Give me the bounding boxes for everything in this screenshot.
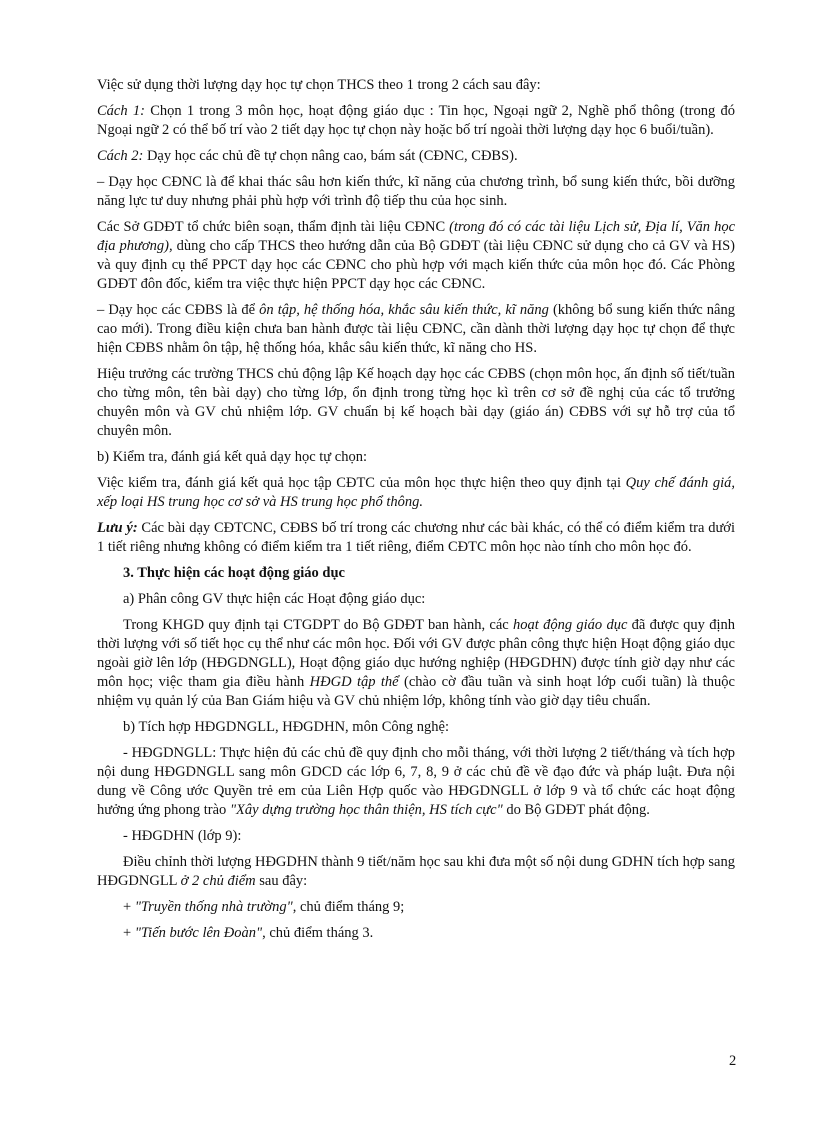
so-gddt-text-a: Các Sở GDĐT tổ chức biên soạn, thẩm định tài liệu CĐNC bbox=[97, 219, 450, 235]
paragraph-hdgdngll bbox=[97, 744, 735, 820]
list-item-tien-buoc bbox=[97, 924, 735, 943]
section-heading-3: 3. Thực hiện các hoạt động giáo dục bbox=[123, 565, 345, 581]
khgd-text-a: Trong KHGD quy định tại CTGDPT do Bộ GDĐT ban hành, các bbox=[123, 617, 513, 633]
kiem-tra-text-a: Việc kiểm tra, đánh giá kết quả học tập CĐTC của môn học thực hiện theo quy định tại bbox=[97, 475, 626, 491]
document-page bbox=[97, 76, 735, 950]
truyen-thong-title: "Truyền thống nhà trường" bbox=[134, 899, 293, 915]
paragraph-kiem-tra-heading: b) Kiểm tra, đánh giá kết quả dạy học tự chọn: bbox=[97, 449, 367, 465]
list-item-truyen-thong bbox=[97, 898, 735, 917]
luu-y-label: Lưu ý: bbox=[97, 520, 138, 536]
paragraph-option-1 bbox=[97, 102, 735, 140]
tien-buoc-text: , chủ điểm tháng 3. bbox=[262, 925, 374, 941]
paragraph-cdbs bbox=[97, 301, 735, 358]
option-1-text: Chọn 1 trong 3 môn học, hoạt động giáo dục : Tin học, Ngoại ngữ 2, Nghề phổ thông (trong đó Ngoại ngữ 2 có thể bố trí vào 2 tiết dạy học tự chọn này hoặc bố trí ngoài thời lượng dạy học 6 buổi/tuần). bbox=[97, 103, 735, 138]
option-2-text: Dạy học các chủ đề tự chọn nâng cao, bám sát (CĐNC, CĐBS). bbox=[143, 148, 518, 164]
truyen-thong-bullet: + bbox=[123, 899, 135, 915]
cdbs-text-b: ôn tập, hệ thống hóa, khắc sâu kiến thức, kĩ năng bbox=[259, 302, 549, 318]
cdbs-text-c: (không bổ sung kiến thức nâng cao mới). Trong điều kiện chưa ban hành được tài liệu CĐNC, cần dành thời lượng dạy học tự chọn để thực hiện CĐBS nhằm ôn tập, hệ thống hóa, khắc sâu kiến thức, kĩ năng cho HS. bbox=[97, 302, 735, 356]
hdgdngll-text-c: do Bộ GDĐT phát động. bbox=[502, 802, 650, 818]
paragraph-tich-hop-heading: b) Tích hợp HĐGDNGLL, HĐGDHN, môn Công nghệ: bbox=[123, 719, 449, 735]
truyen-thong-text: , chủ điểm tháng 9; bbox=[292, 899, 405, 915]
hdgdngll-text-a: - HĐGDNGLL: Thực hiện đủ các chủ đề quy định cho mỗi tháng, với thời lượng 2 tiết/tháng và tích hợp nội dung HĐGDNGLL sang môn GDCD các lớp 6, 7, 8, 9 ở các chủ đề về đạo đức và pháp luật. Đưa nội dung về Công ước Quyền trẻ em của Liên Hợp quốc vào HĐGDNGLL ở lớp 9 và tổ chức các hoạt động hưởng ứng phong trào bbox=[97, 745, 735, 818]
paragraph-intro: Việc sử dụng thời lượng dạy học tự chọn THCS theo 1 trong 2 cách sau đây: bbox=[97, 77, 541, 93]
cdbs-text-a: – Dạy học các CĐBS là để bbox=[97, 302, 260, 318]
khgd-text-e: (chào cờ đầu tuần và sinh hoạt lớp cuối tuần) là thuộc nhiệm vụ quản lý của Ban Giám hiệu và GV chủ nhiệm lớp, không tính vào giờ dạy tiêu chuẩn. bbox=[97, 674, 735, 709]
option-2-label: Cách 2: bbox=[97, 148, 144, 164]
paragraph-so-gddt bbox=[97, 218, 735, 294]
paragraph-khgd bbox=[97, 616, 735, 711]
page-number: 2 bbox=[729, 1053, 737, 1069]
khgd-text-b: hoạt động giáo dục bbox=[513, 617, 628, 633]
paragraph-luu-y bbox=[97, 519, 735, 557]
tien-buoc-bullet: + bbox=[123, 925, 135, 941]
so-gddt-text-c: dùng cho cấp THCS theo hướng dẫn của Bộ GDĐT (tài liệu CĐNC sử dụng cho cả GV và HS) và quy định cụ thể PPCT dạy học các CĐNC cho phù hợp với mạch kiến thức của môn học đó. Các Phòng GDĐT đôn đốc, kiểm tra việc thực hiện PPCT dạy học các CĐNC. bbox=[97, 238, 735, 292]
so-gddt-text-b: (trong đó có các tài liệu Lịch sử, Địa lí, Văn học địa phương), bbox=[97, 219, 736, 254]
dieu-chinh-text-b: ở 2 chủ điểm bbox=[180, 873, 256, 889]
paragraph-hdgdhn-heading: - HĐGDHN (lớp 9): bbox=[123, 828, 242, 844]
paragraph-dieu-chinh bbox=[97, 853, 735, 891]
tien-buoc-title: "Tiến bước lên Đoàn" bbox=[134, 925, 263, 941]
paragraph-phan-cong: a) Phân công GV thực hiện các Hoạt động giáo dục: bbox=[123, 591, 426, 607]
paragraph-hieu-truong: Hiệu trưởng các trường THCS chủ động lập Kế hoạch dạy học các CĐBS (chọn môn học, ấn định số tiết/tuần cho từng môn, tên bài dạy) cho từng lớp, ổn định trong từng học kì trên cơ sở đề nghị của các tổ trưởng chuyên môn và GV chủ nhiệm lớp. GV chuẩn bị kế hoạch bài dạy (giáo án) CĐBS với sự hỗ trợ của tổ chuyên môn. bbox=[97, 366, 735, 439]
dieu-chinh-text-a: Điều chỉnh thời lượng HĐGDHN thành 9 tiết/năm học sau khi đưa một số nội dung GDHN tích hợp sang HĐGDNGLL bbox=[97, 854, 735, 889]
hdgdngll-text-b: "Xây dựng trường học thân thiện, HS tích cực" bbox=[229, 802, 503, 818]
paragraph-kiem-tra bbox=[97, 474, 735, 512]
khgd-text-c: đã được quy định thời lượng với số tiết học cụ thể như các môn học. Đối với GV được phân công thực hiện Hoạt động giáo dục ngoài giờ lên lớp (HĐGDNGLL), Hoạt động giáo dục hướng nghiệp (HĐGDHN) được tính giờ dạy như các môn học; việc tham gia điều hành bbox=[97, 617, 735, 690]
khgd-text-d: HĐGD tập thể bbox=[309, 674, 399, 690]
option-1-label: Cách 1: bbox=[97, 103, 145, 119]
dieu-chinh-text-c: sau đây: bbox=[255, 873, 308, 889]
paragraph-option-2 bbox=[97, 147, 735, 166]
luu-y-text: Các bài dạy CĐTCNC, CĐBS bố trí trong các chương như các bài khác, có thể có điểm kiểm tra dưới 1 tiết riêng nhưng không có điểm kiểm tra 1 tiết riêng, điểm CĐTC môn học nào tính cho môn học đó. bbox=[97, 520, 735, 555]
kiem-tra-text-b: Quy chế đánh giá, xếp loại HS trung học cơ sở và HS trung học phổ thông. bbox=[97, 475, 735, 510]
paragraph-cdnc: – Dạy học CĐNC là để khai thác sâu hơn kiến thức, kĩ năng của chương trình, bổ sung kiến thức, bồi dưỡng năng lực tư duy nhưng phải phù hợp với trình độ tiếp thu của học sinh. bbox=[97, 174, 735, 209]
